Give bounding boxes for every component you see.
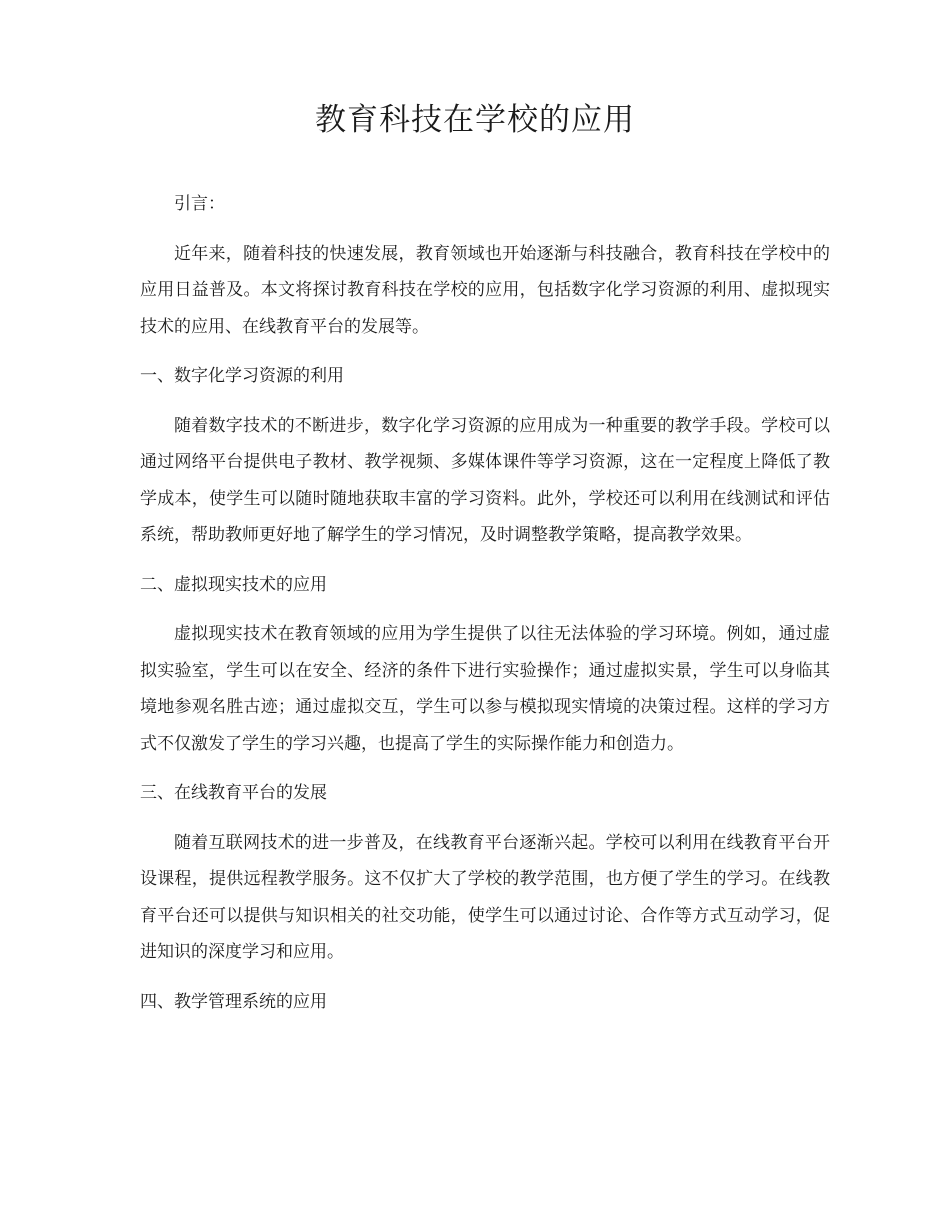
section-heading-3: 三、在线教育平台的发展 bbox=[140, 783, 327, 803]
intro-paragraph: 近年来，随着科技的快速发展，教育领域也开始逐渐与科技融合，教育科技在学校中的应用日益普及。本文将探讨教育科技在学校的应用，包括数字化学习资源的利用、虚拟现实技术的应用、在线教育平台的发展等。 bbox=[140, 243, 830, 337]
section-heading-2: 二、虚拟现实技术的应用 bbox=[140, 574, 327, 595]
section-heading-1: 一、数字化学习资源的利用 bbox=[140, 366, 344, 386]
document-body bbox=[140, 186, 830, 1033]
document-title: 教育科技在学校的应用 bbox=[315, 102, 635, 138]
section-paragraph-2: 虚拟现实技术在教育领域的应用为学生提供了以往无法体验的学习环境。例如，通过虚拟实验室，学生可以在安全、经济的条件下进行实验操作；通过虚拟实景，学生可以身临其境地参观名胜古迹；通过虚拟交互，学生可以参与模拟现实情境的决策过程。这样的学习方式不仅激发了学生的学习兴趣，也提高了学生的实际操作能力和创造力。 bbox=[140, 624, 830, 754]
section-heading-4: 四、教学管理系统的应用 bbox=[140, 991, 327, 1012]
intro-label: 引言： bbox=[174, 194, 225, 214]
section-paragraph-3: 随着互联网技术的进一步普及，在线教育平台逐渐兴起。学校可以利用在线教育平台开设课程，提供远程教学服务。这不仅扩大了学校的教学范围，也方便了学生的学习。在线教育平台还可以提供与知识相关的社交功能，使学生可以通过讨论、合作等方式互动学习，促进知识的深度学习和应用。 bbox=[140, 832, 830, 962]
section-paragraph-1: 随着数字技术的不断进步，数字化学习资源的应用成为一种重要的教学手段。学校可以通过网络平台提供电子教材、教学视频、多媒体课件等学习资源，这在一定程度上降低了教学成本，使学生可以随时随地获取丰富的学习资料。此外，学校还可以利用在线测试和评估系统，帮助教师更好地了解学生的学习情况，及时调整教学策略，提高教学效果。 bbox=[140, 415, 830, 545]
